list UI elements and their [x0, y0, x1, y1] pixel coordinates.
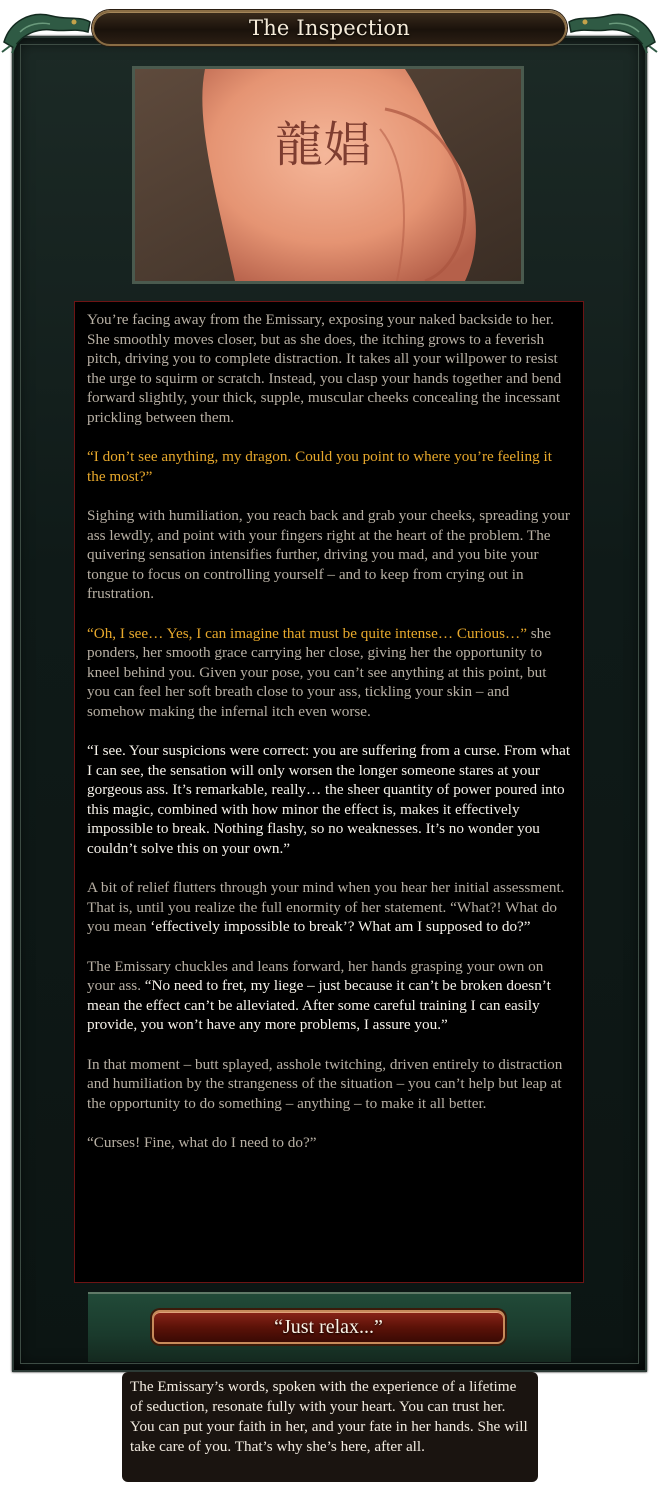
- emissary-quote: “I see. Your suspicions were correct: you are suffering from a curse. From what I can see, the sensation will only worsen the longer someone stares at your gorgeous ass. It’s remarkable, really… the sheer quantity of power poured into this magic, combined with how minor the effect is, makes it effectively impossible to break. Nothing flashy, so no weaknesses. It’s no wonder you couldn’t solve this on your own.”: [87, 742, 571, 858]
- narration-paragraph: In that moment – butt splayed, asshole twitching, driven entirely to distraction and humiliation by the strangeness of the situation – you can’t help but leap at the opportunity to do something – anything – to make it all better.: [87, 1055, 563, 1112]
- choice-label: “Just relax...”: [274, 1315, 383, 1338]
- narration-text: A bit of relief flutters through your mind when you hear her initial assessment. That is, until you realize the full enormity of her statement. “What?! What do you mean: [87, 879, 565, 936]
- narration-paragraph: Sighing with humiliation, you reach back and grab your cheeks, spreading your ass lewdly, and point with your fingers right at the heart of the problem. The quivering sensation intensifies further, driving you mad, and you bite your tongue to focus on controlling yourself – and to keep from crying out in frustration.: [87, 506, 570, 603]
- player-line: “Curses! Fine, what do I need to do?”: [87, 1133, 317, 1151]
- narration-paragraph: [87, 624, 571, 722]
- emissary-quote: “I don’t see anything, my dragon. Could you point to where you’re feeling it the most?”: [87, 448, 552, 485]
- quoted-phrase: ‘effectively impossible to break’: [150, 918, 348, 936]
- emissary-quote: “No need to fret, my liege – just because it can’t be broken doesn’t mean the effect can’t be alleviated. After some careful training I can easily provide, you won’t have any more problems, I assure you.”: [87, 977, 551, 1034]
- narration-paragraph: [87, 957, 571, 1035]
- event-title-bar: [92, 10, 567, 46]
- event-title: The Inspection: [249, 16, 410, 40]
- quoted-phrase-end: ? What am I supposed to do?”: [347, 918, 531, 936]
- jade-dragon-icon: [0, 2, 92, 54]
- jade-dragon-icon: [567, 2, 659, 54]
- tooltip-text: The Emissary’s words, spoken with the experience of a lifetime of seduction, resonate fully with your heart. You can trust her. You can put your faith in her, and your fate in her hands. She will take care of you. That’s why she’s here, after all.: [130, 1378, 528, 1455]
- choice-tooltip: [122, 1372, 538, 1482]
- narration-text: The Emissary chuckles and leans forward, her hands grasping your own on your ass.: [87, 957, 544, 995]
- narration-paragraph: [87, 878, 571, 937]
- story-text-panel: [74, 301, 584, 1283]
- narration-text: she ponders, her smooth grace carrying her close, giving her the opportunity to kneel behind you. Given your pose, you can’t see anything at this point, but you can feel her soft breath close to your ass, tickling your skin – and somehow making the infernal itch even worse.: [87, 624, 551, 720]
- event-illustration: [132, 66, 524, 284]
- choice-button[interactable]: [152, 1310, 505, 1344]
- image-caption: 龍娼: [275, 117, 372, 173]
- narration-paragraph: You’re facing away from the Emissary, exposing your naked backside to her. She smoothly moves closer, but as she does, the itching grows to a feverish pitch, driving you to complete distraction. It takes all your willpower to resist the urge to squirm or scratch. Instead, you clasp your hands together and bend forward slightly, your thick, supple, muscular cheeks concealing the incessant prickling between them.: [87, 311, 562, 426]
- illustration-art: [135, 69, 521, 281]
- emissary-quote: “Oh, I see… Yes, I can imagine that must be quite intense… Curious…”: [87, 624, 527, 642]
